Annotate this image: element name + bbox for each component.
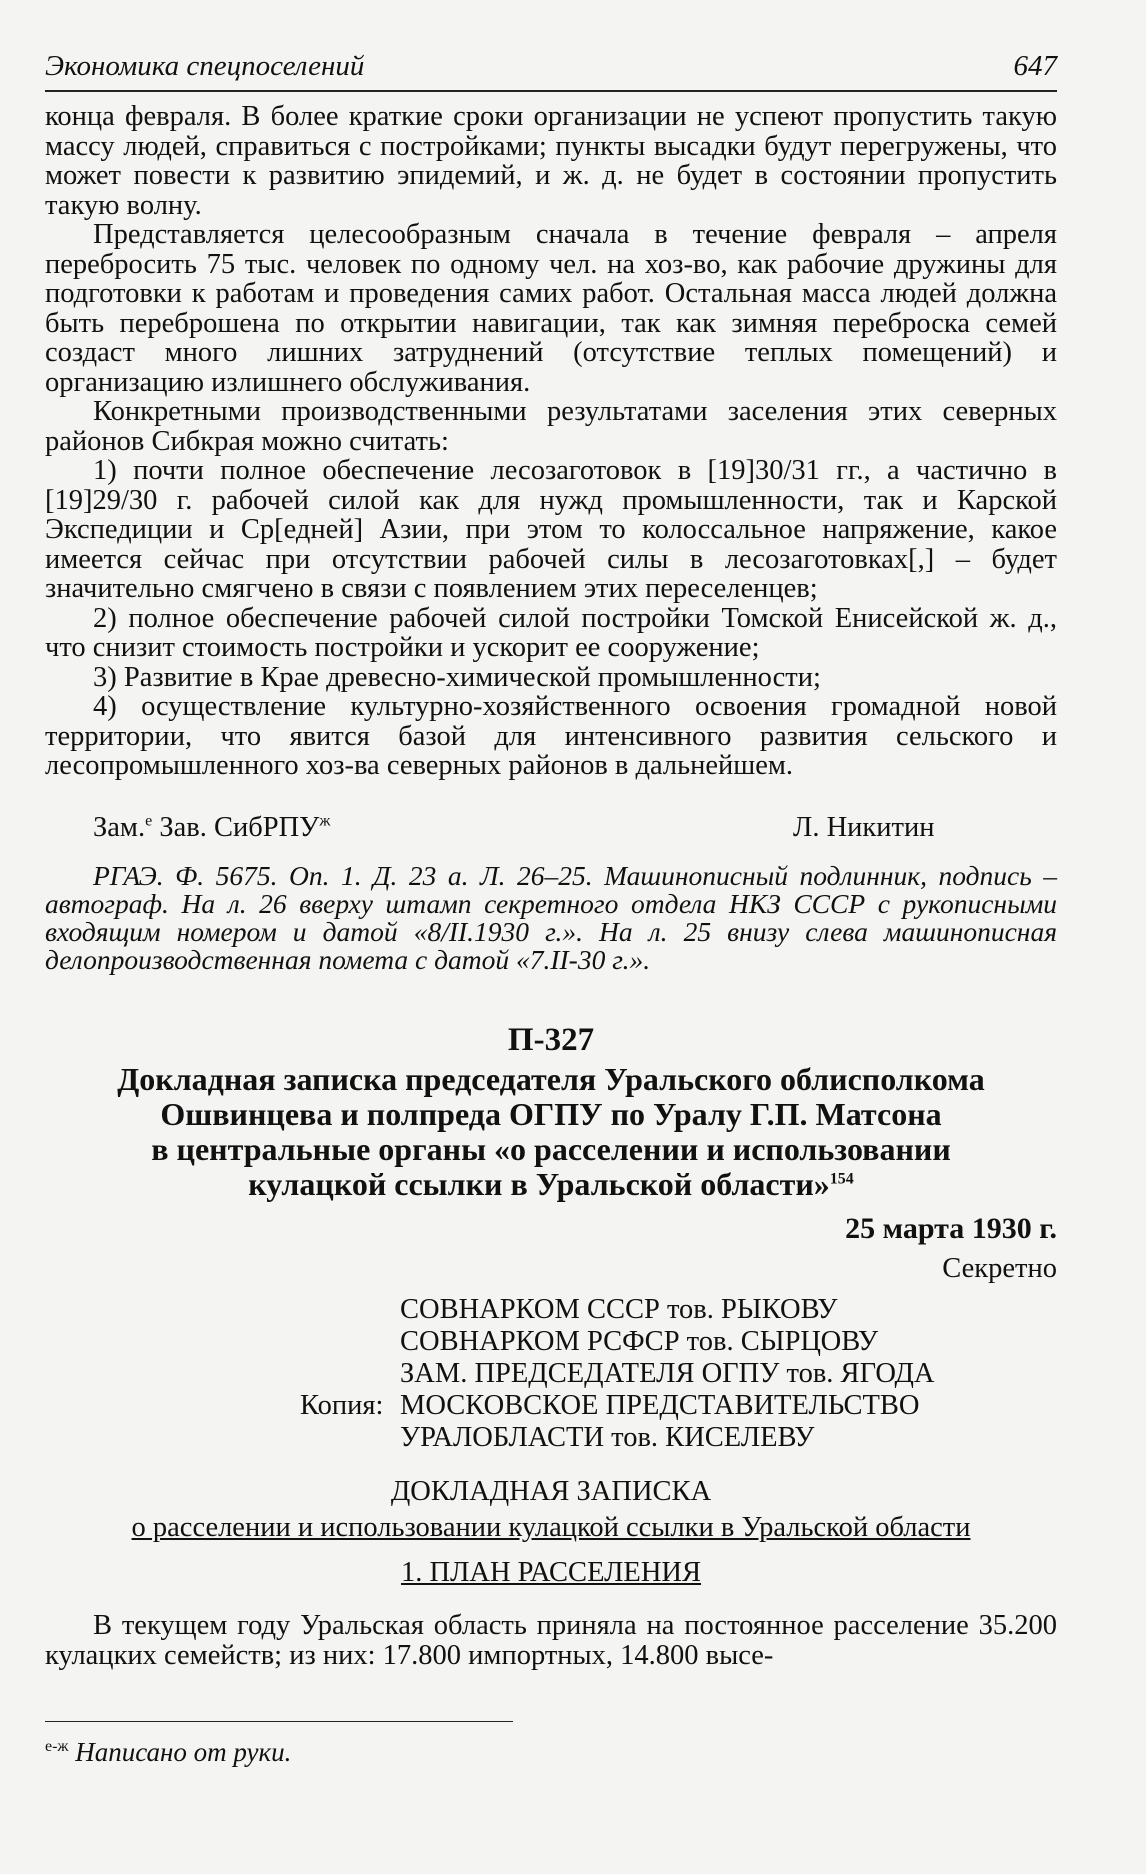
memo-title: ДОКЛАДНАЯ ЗАПИСКА bbox=[390, 1476, 712, 1507]
recipient-line: УРАЛОБЛАСТИ тов. КИСЕЛЕВУ bbox=[400, 1422, 815, 1453]
footnote-mark: е bbox=[145, 812, 153, 830]
list-item: 4) осуществление культурно-хозяйственного освоения громадной новой территории, что явится базой для интенсивного развития сельского и лесопромышленного хоз-ва северных районов в дальнейшем. bbox=[45, 691, 1057, 781]
body-paragraph: конца февраля. В более краткие сроки организации не успеют пропустить такую массу людей, справиться с постройками; пункты высадки будут перегружены, что может повести к развитию эпидемий, и ж. д. не будет в состоянии пропустить такую волну. bbox=[45, 101, 1057, 221]
list-item: 1) почти полное обеспечение лесозаготовок в [19]30/31 гг., а частично в [19]29/30 г. рабочей силой как для нужд промышленности, так и Карской Экспедиции и Ср[едней] Азии, при этом то колоссальное напряжение, какое имеется сейчас при отсутствии рабочей силы в лесозаготовках[,] – будет значительно смягчено в связи с появлением этих переселенцев; bbox=[45, 455, 1057, 604]
title-line bbox=[45, 1167, 1057, 1202]
title-line-text: кулацкой ссылки в Уральской области» bbox=[248, 1166, 830, 1202]
footnote-mark: е-ж bbox=[45, 1738, 69, 1755]
copy-label: Копия: bbox=[300, 1390, 384, 1421]
body-paragraph: В текущем году Уральская область приняла на постоянное расселение 35.200 кулацких семейств; из них: 17.800 импортных, 14.800 высе- bbox=[45, 1610, 1057, 1671]
section-heading: 1. ПЛАН РАССЕЛЕНИЯ bbox=[400, 1557, 702, 1588]
title-line: Докладная записка председателя Уральского облисполкома bbox=[117, 1061, 985, 1097]
running-header bbox=[45, 48, 1057, 92]
memo-subtitle: о расселении и использовании кулацкой ссылки в Уральской области bbox=[131, 1512, 971, 1543]
endnote-mark: 154 bbox=[829, 1170, 854, 1188]
list-item: 2) полное обеспечение рабочей силой постройки Томской Енисейской ж. д., что снизит стоимость постройки и ускорит ее сооружение; bbox=[45, 602, 1057, 663]
memo-body bbox=[45, 1611, 1057, 1671]
archival-source-note bbox=[45, 862, 1057, 974]
title-line: Ошвинцева и полпреда ОГПУ по Уралу Г.П. Матсона bbox=[160, 1096, 942, 1132]
recipient-line: СОВНАРКОМ РСФСР тов. СЫРЦОВУ bbox=[400, 1326, 879, 1357]
body-paragraph: Представляется целесообразным сначала в течение февраля – апреля перебросить 75 тыс. человек по одному чел. на хоз-во, как рабочие дружины для подготовки к работам и проведения самих работ. Остальная масса людей должна быть переброшена по открытии навигации, так как зимняя переброска семей создаст много лишних затруднений (отсутствие теплых помещений) и организацию излишнего обслуживания. bbox=[45, 219, 1057, 398]
list-item: 3) Развитие в Крае древесно-химической промышленности; bbox=[93, 661, 821, 693]
position-part: Зам. bbox=[93, 812, 146, 843]
footnote-mark: ж bbox=[319, 812, 331, 830]
title-line: в центральные органы «о расселении и использовании bbox=[151, 1131, 951, 1167]
running-header-title: Экономика спецпоселений bbox=[45, 50, 365, 82]
body-paragraph: Конкретными производственными результатами заселения этих северных районов Сибкрая можно считать: bbox=[45, 396, 1057, 457]
document-title bbox=[45, 1062, 1057, 1202]
source-note-text: РГАЭ. Ф. 5675. Оп. 1. Д. 23 а. Л. 26–25. Машинописный подлинник, подпись – автограф. На л. 26 вверху штамп секретного отдела НКЗ СССР с рукописными входящим номером и датой «8/II.1930 г.». На л. 25 внизу слева машинописная делопроизводственная помета с датой «7.II-30 г.». bbox=[45, 860, 1057, 975]
position-part: Зав. СибРПУ bbox=[152, 812, 320, 843]
page-number: 647 bbox=[1013, 50, 1057, 82]
footnote bbox=[45, 1737, 291, 1768]
footnote-text: Написано от руки. bbox=[75, 1737, 292, 1767]
recipient-line: ЗАМ. ПРЕДСЕДАТЕЛЯ ОГПУ тов. ЯГОДА bbox=[400, 1358, 935, 1389]
signatory-name: Л. Никитин bbox=[793, 812, 935, 843]
signatory-position bbox=[93, 812, 330, 844]
secrecy-stamp: Секретно bbox=[942, 1253, 1057, 1284]
recipient-line: МОСКОВСКОЕ ПРЕДСТАВИТЕЛЬСТВО bbox=[400, 1390, 920, 1421]
document-number: П-327 bbox=[507, 1022, 595, 1058]
document-date: 25 марта 1930 г. bbox=[845, 1212, 1057, 1245]
footnote-divider bbox=[45, 1721, 513, 1722]
body-text bbox=[45, 102, 1057, 781]
recipient-line: СОВНАРКОМ СССР тов. РЫКОВУ bbox=[400, 1294, 838, 1325]
